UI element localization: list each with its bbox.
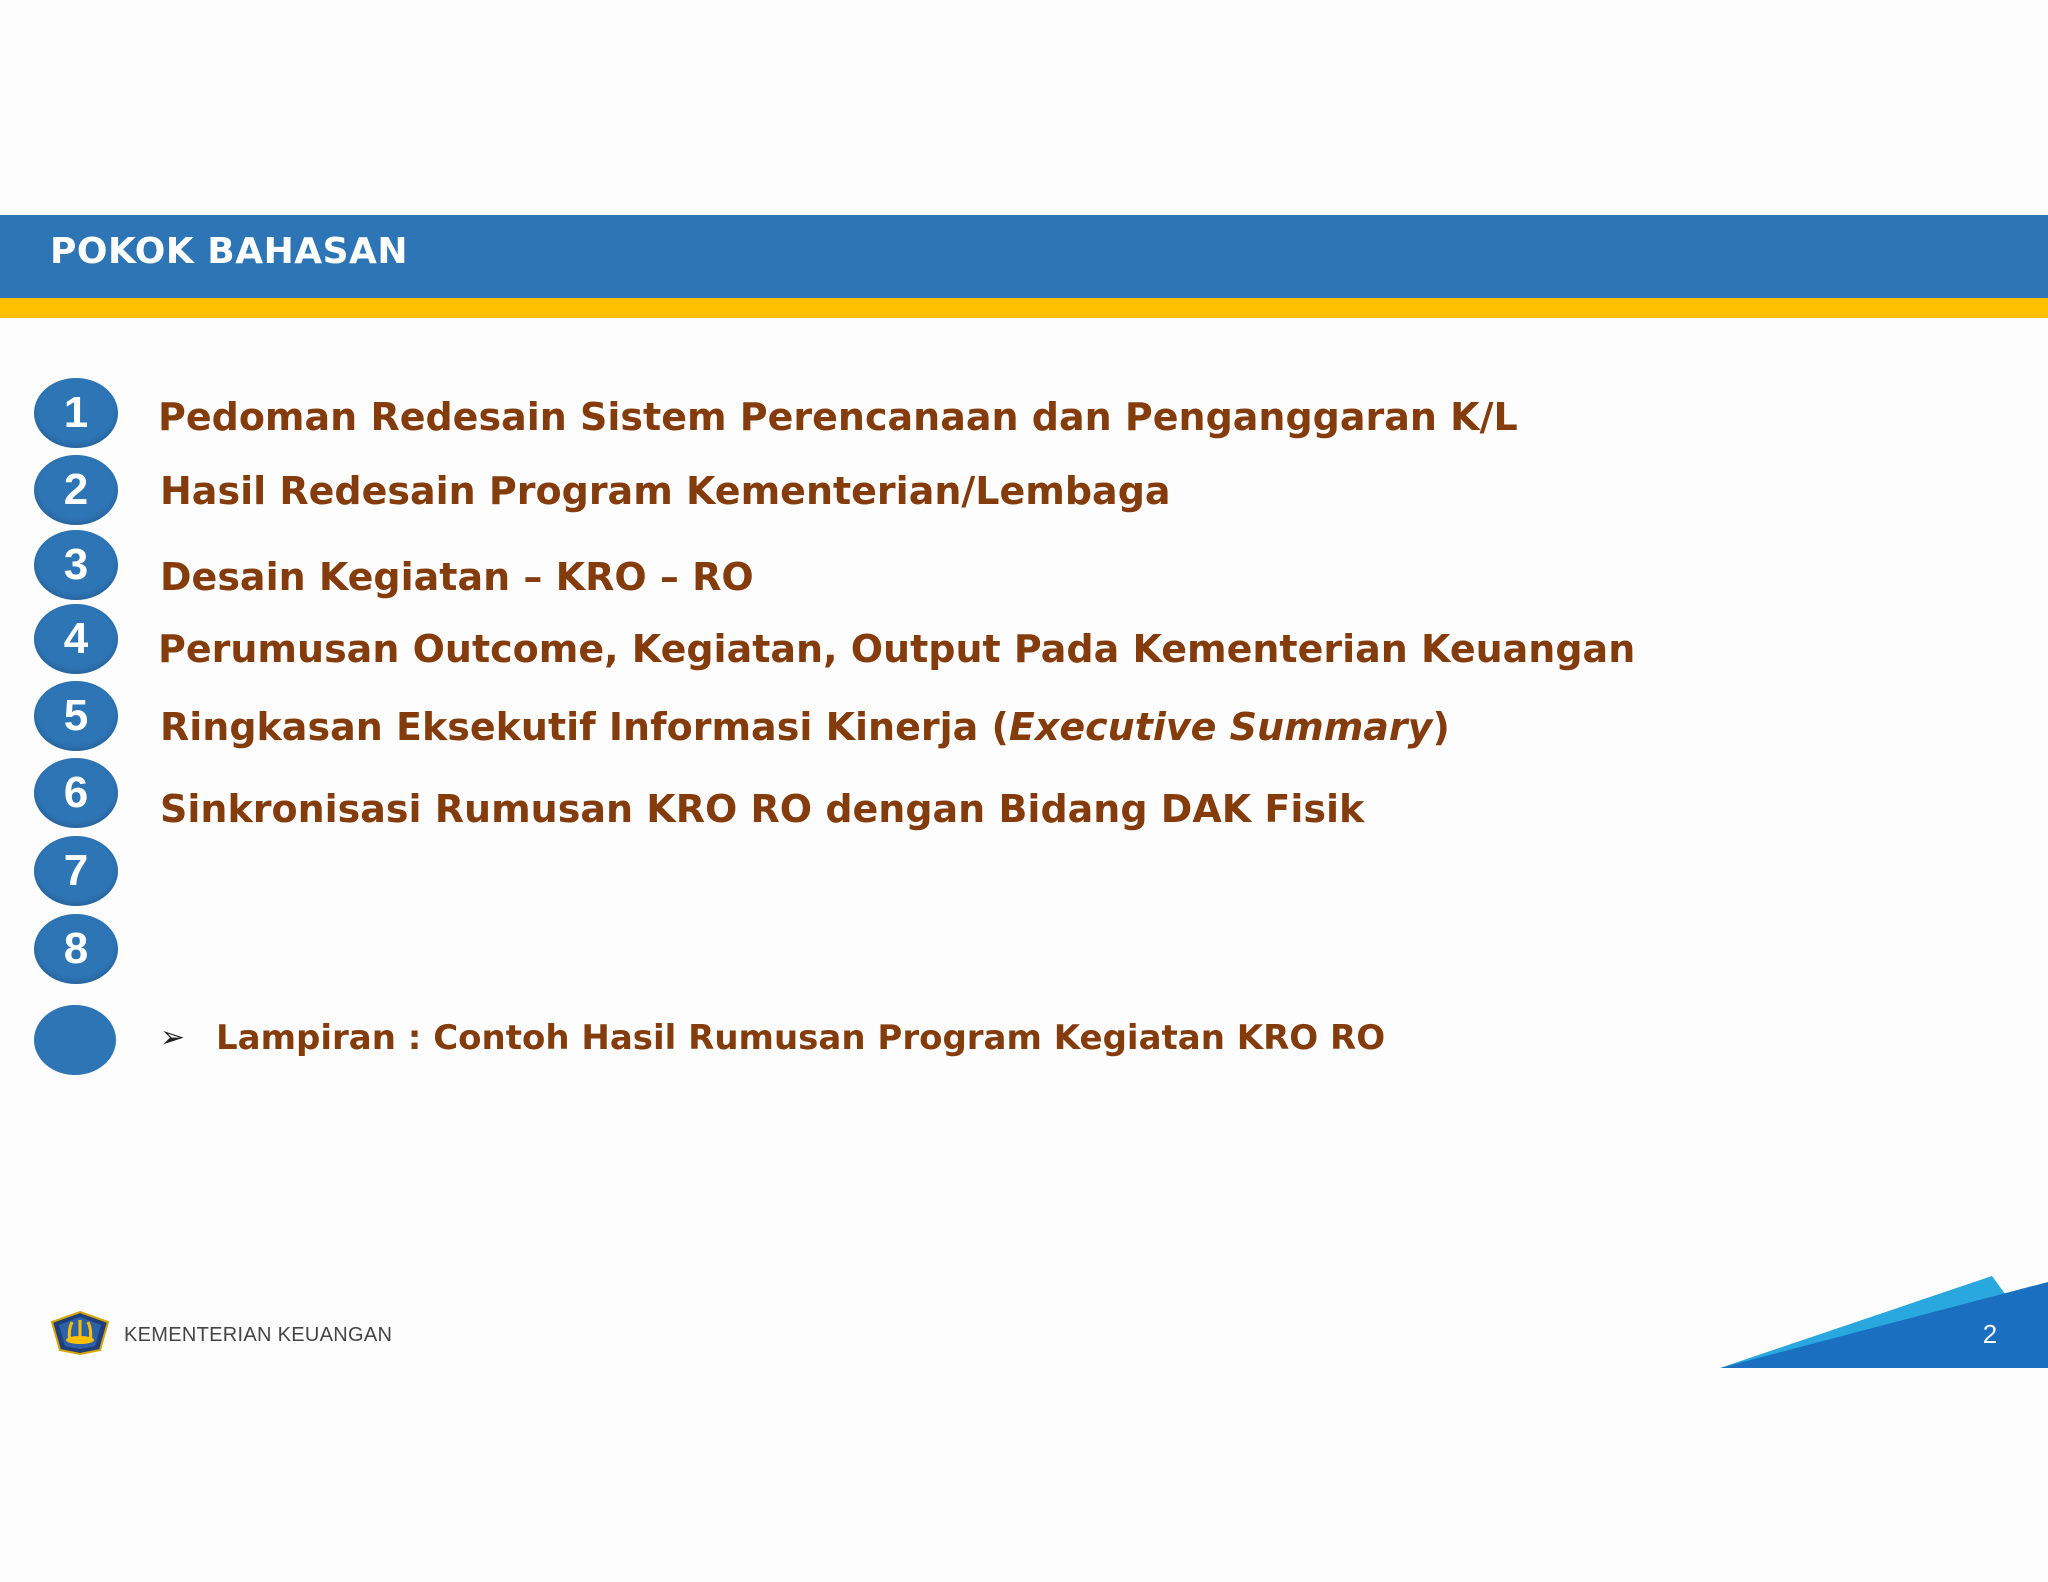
- annex-item: Lampiran : Contoh Hasil Rumusan Program Kegiatan KRO RO: [216, 1018, 1386, 1058]
- agenda-item: Pedoman Redesain Sistem Perencanaan dan Penganggaran K/L: [158, 395, 1518, 439]
- agenda-number-badge: 3: [34, 530, 118, 600]
- annex-badge: [34, 1005, 116, 1075]
- arrowhead-bullet-icon: ➢: [160, 1020, 186, 1055]
- agenda-item-italic: Executive Summary: [1008, 705, 1433, 749]
- slide-title: POKOK BAHASAN: [50, 231, 409, 272]
- page-number: 2: [1982, 1319, 1998, 1349]
- header-accent-stripe: [0, 298, 2048, 318]
- agenda-item: Sinkronisasi Rumusan KRO RO dengan Bidang DAK Fisik: [160, 787, 1365, 831]
- agenda-item: [160, 702, 1450, 752]
- agenda-number-badge: 1: [34, 378, 118, 448]
- agenda-item: Hasil Redesain Program Kementerian/Lembaga: [160, 469, 1171, 513]
- agenda-number-badge: 6: [34, 758, 118, 828]
- ministry-of-finance-emblem-icon: [50, 1310, 110, 1356]
- agenda-number-badge: 8: [34, 914, 118, 984]
- footer-organization: KEMENTERIAN KEUANGAN: [124, 1324, 393, 1346]
- agenda-number-badge: 4: [34, 604, 118, 674]
- agenda-number-badge: 7: [34, 836, 118, 906]
- agenda-number-badge: 2: [34, 455, 118, 525]
- agenda-item: Perumusan Outcome, Kegiatan, Output Pada Kementerian Keuangan: [158, 627, 1636, 671]
- agenda-item-suffix: ): [1432, 705, 1450, 749]
- agenda-number-badge: 5: [34, 681, 118, 751]
- agenda-item-prefix: Ringkasan Eksekutif Informasi Kinerja (: [160, 705, 1009, 749]
- agenda-item: Desain Kegiatan – KRO – RO: [160, 555, 754, 599]
